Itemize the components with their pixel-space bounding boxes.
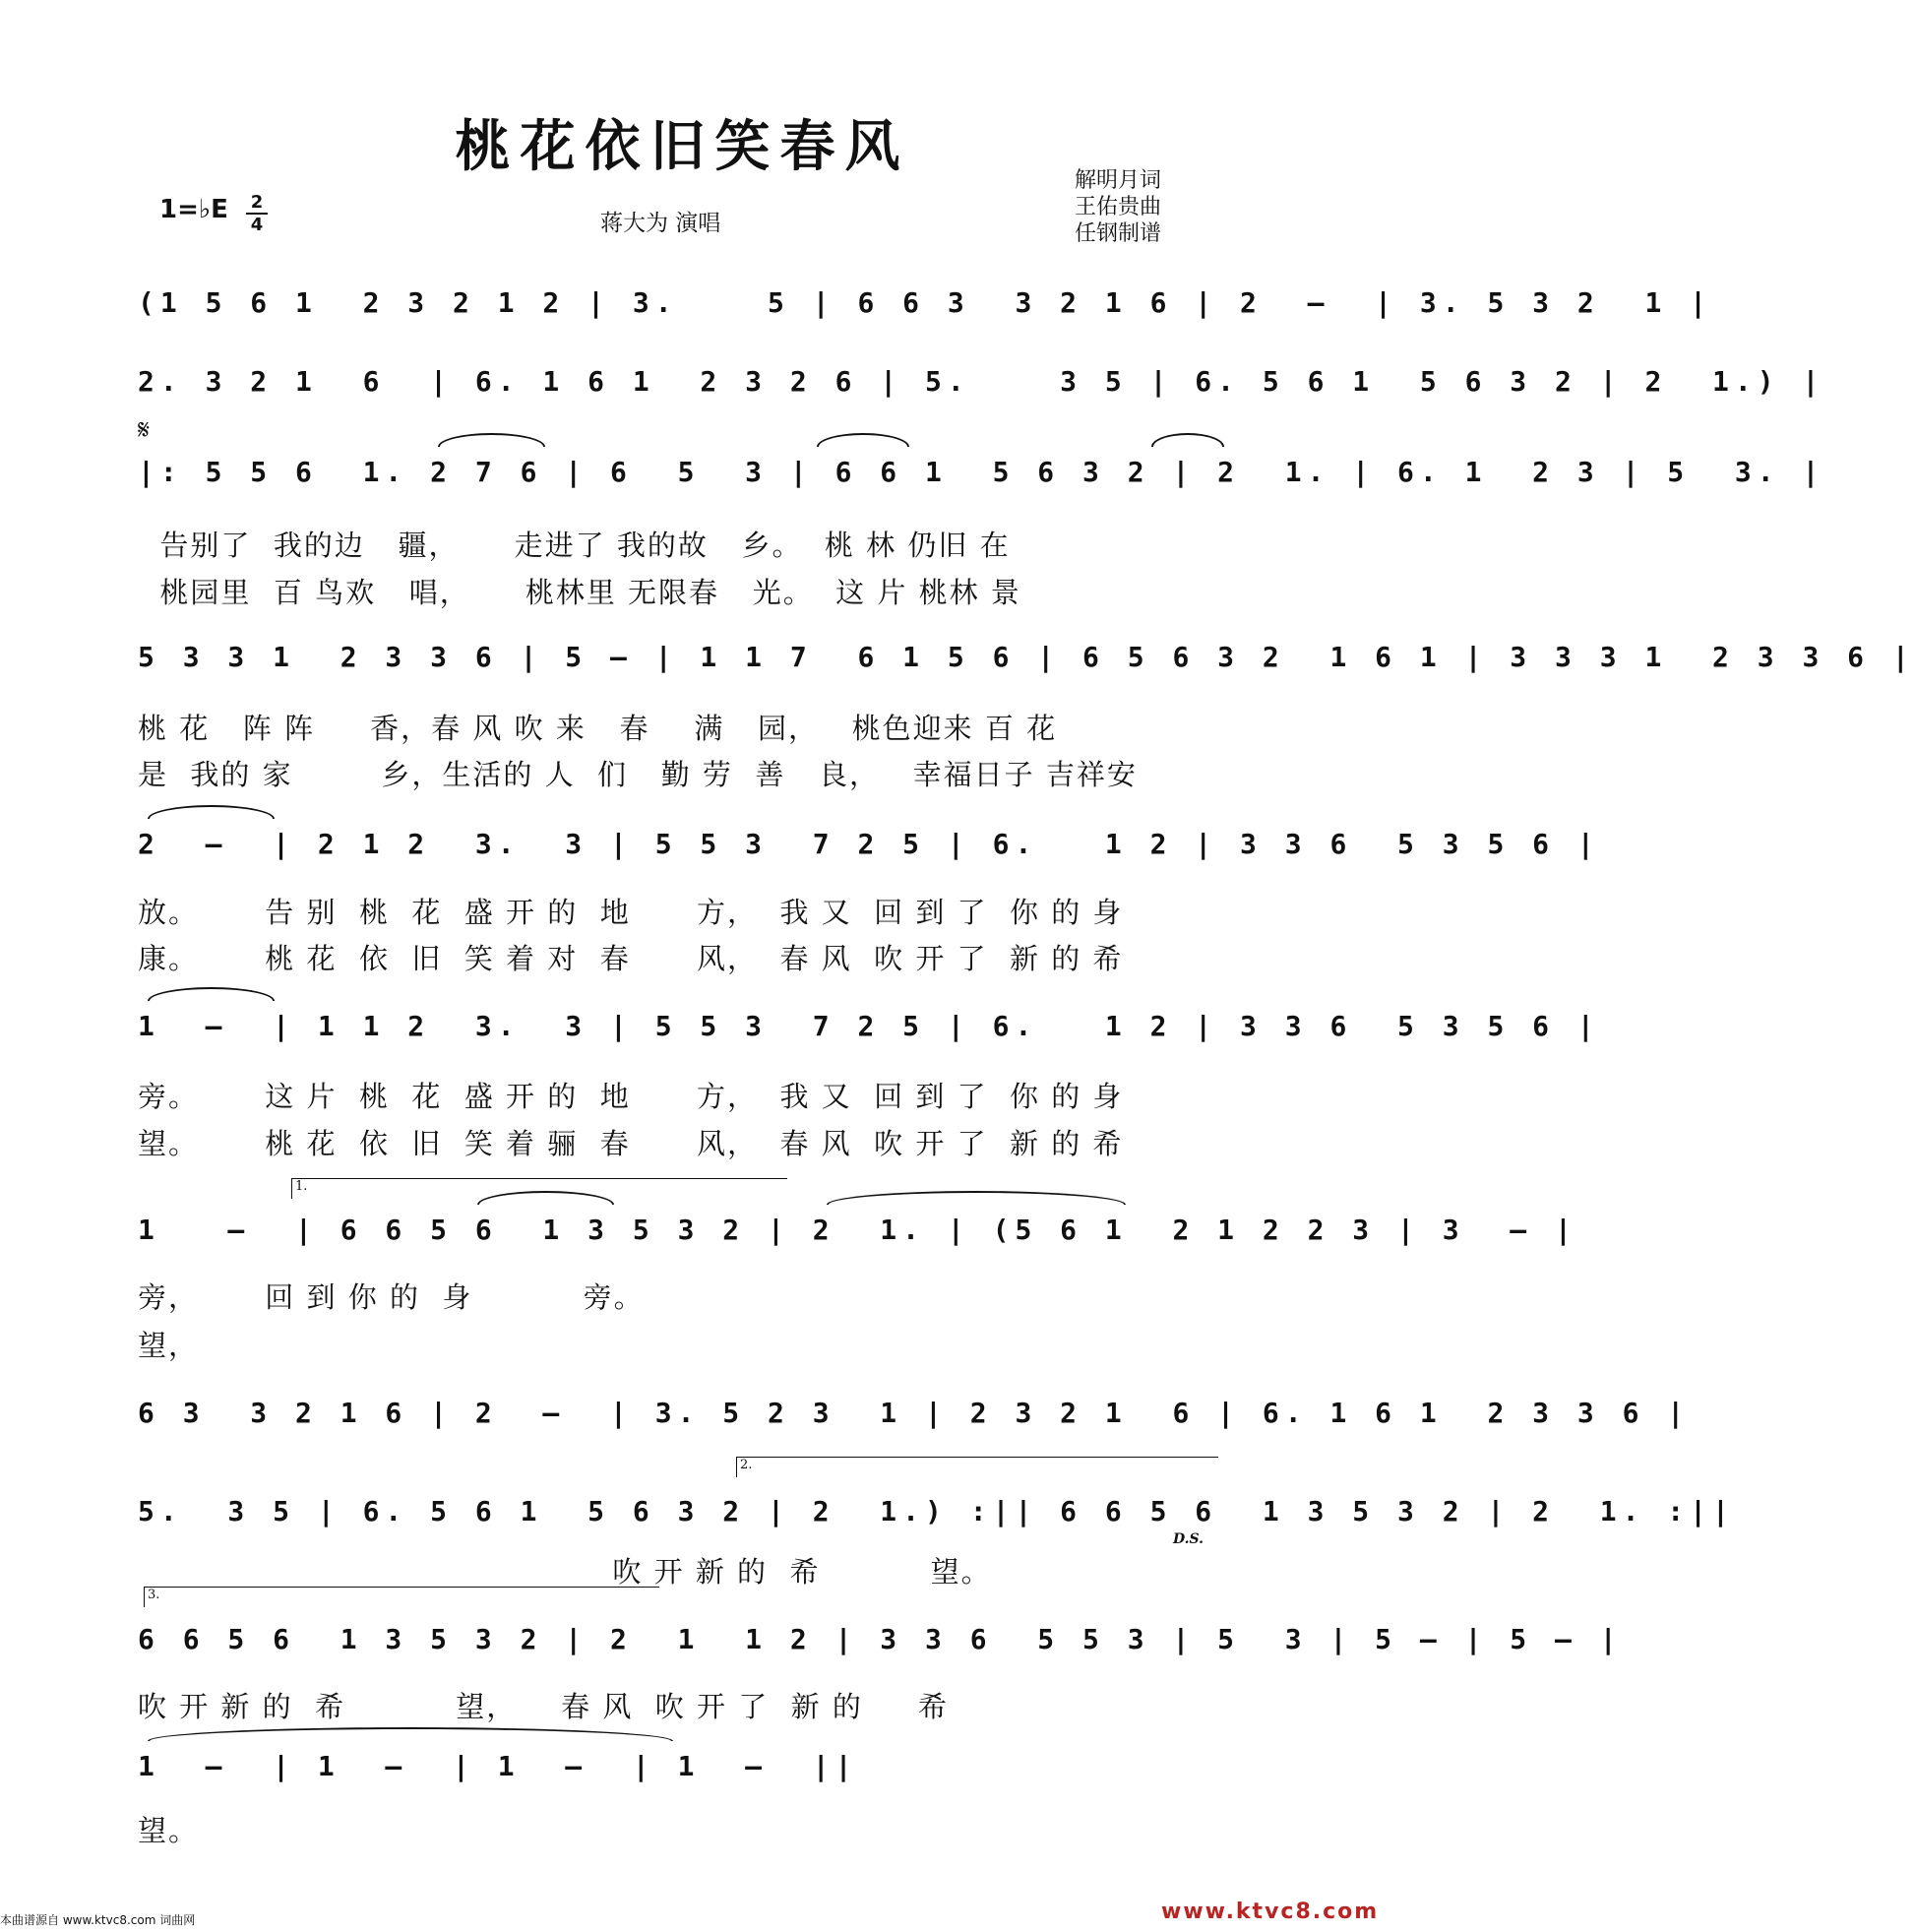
segno-sign: 𝄋 <box>138 413 151 446</box>
staff-row-7 <box>138 1203 1577 1258</box>
key-signature: 1=♭E <box>159 195 228 224</box>
slur-mark <box>1151 433 1224 447</box>
credits <box>1075 167 1161 247</box>
staff-row-8 <box>138 1386 1691 1441</box>
tie-mark <box>148 805 275 819</box>
volta-2: 2. <box>736 1457 1218 1477</box>
dal-segno-mark: D.S. <box>1173 1531 1205 1547</box>
notes: 1 – | 1 1 2 3. 3 | 5 5 3 7 2 5 | 6. 1 2 | 3 3 6 5 3 5 6 | <box>138 1010 1600 1042</box>
volta-1: 1. <box>291 1178 787 1199</box>
lyric-line: 望。 <box>138 1814 200 1847</box>
lyric-line: 吹 开 新 的 希 望。 <box>138 1555 992 1589</box>
notes: (1 5 6 1 2 3 2 1 2 | 3. 5 | 6 6 3 3 2 1 6 | 2 – | 3. 5 3 2 1 | <box>138 286 1713 319</box>
lyric-line: 告别了 我的边 疆， 走进了 我的故 乡。 桃 林 仍旧 在 <box>138 529 1011 562</box>
song-title: 桃花依旧笑春风 <box>455 115 910 179</box>
lyric-line: 吹 开 新 的 希 望， 春 风 吹 开 了 新 的 希 <box>138 1690 949 1723</box>
notes: 1 – | 1 – | 1 – | 1 – || <box>138 1750 858 1782</box>
lyric-line: 康。 桃 花 依 旧 笑 着 对 春 风， 春 风 吹 开 了 新 的 希 <box>138 942 1124 975</box>
staff-row-4 <box>138 630 1915 685</box>
notes: |: 5 5 6 1. 2 7 6 | 6 5 3 | 6 6 1 5 6 3 2 | 2 1. | 6. 1 2 3 | 5 3. | <box>138 456 1825 488</box>
slur-mark <box>817 433 909 447</box>
lyric-line: 望， <box>138 1329 200 1362</box>
composer: 王佑贵曲 <box>1075 195 1162 219</box>
staff-row-11 <box>138 1739 1230 1794</box>
staff-row-5 <box>138 817 1600 872</box>
volta-3: 3. <box>144 1587 659 1607</box>
slur-mark <box>827 1191 1126 1205</box>
transcriber: 任钢制谱 <box>1075 221 1162 246</box>
lyric-line: 旁。 这 片 桃 花 盛 开 的 地 方， 我 又 回 到 了 你 的 身 <box>138 1080 1124 1113</box>
notes: 6 3 3 2 1 6 | 2 – | 3. 5 2 3 1 | 2 3 2 1 6 | 6. 1 6 1 2 3 3 6 | <box>138 1397 1691 1429</box>
meter-top: 2 <box>250 192 264 213</box>
staff-row-3 <box>138 445 1825 500</box>
staff-row-1 <box>138 276 1713 331</box>
notes: 5 3 3 1 2 3 3 6 | 5 – | 1 1 7 6 1 5 6 | 6 5 6 3 2 1 6 1 | 3 3 3 1 2 3 3 6 | <box>138 641 1915 673</box>
lyric-line: 旁， 回 到 你 的 身 旁。 <box>138 1280 645 1314</box>
notes: 1 – | 6 6 5 6 1 3 5 3 2 | 2 1. | (5 6 1 2 1 2 2 3 | 3 – | <box>138 1214 1577 1246</box>
staff-row-2 <box>138 354 1825 409</box>
lyric-line: 桃园里 百 鸟欢 唱， 桃林里 无限春 光。 这 片 桃林 景 <box>138 576 1021 609</box>
slur-mark <box>438 433 545 447</box>
lyric-line: 桃 花 阵 阵 香，春 风 吹 来 春 满 园， 桃色迎来 百 花 <box>138 712 1058 745</box>
lyric-line: 望。 桃 花 依 旧 笑 着 骊 春 风， 春 风 吹 开 了 新 的 希 <box>138 1127 1124 1160</box>
staff-row-9 <box>138 1484 1735 1539</box>
footer-source: 本曲谱源自 www.ktvc8.com 词曲网 <box>0 1913 196 1927</box>
tie-mark <box>148 987 275 1001</box>
notes: 6 6 5 6 1 3 5 3 2 | 2 1 1 2 | 3 3 6 5 5 3 | 5 3 | 5 – | 5 – | <box>138 1623 1623 1655</box>
lyric-line: 放。 告 别 桃 花 盛 开 的 地 方， 我 又 回 到 了 你 的 身 <box>138 896 1124 929</box>
notes: 5. 3 5 | 6. 5 6 1 5 6 3 2 | 2 1.) :|| 6 6 5 6 1 3 5 3 2 | 2 1. :|| <box>138 1495 1735 1527</box>
performer: 蒋大为 演唱 <box>600 211 721 236</box>
staff-row-10 <box>138 1612 1623 1667</box>
lyricist: 解明月词 <box>1075 168 1162 193</box>
time-signature <box>246 193 268 234</box>
footer-site-logo: www.ktvc8.com <box>1161 1900 1380 1924</box>
lyric-line: 是 我的 家 乡，生活的 人 们 勤 劳 善 良， 幸福日子 吉祥安 <box>138 758 1138 791</box>
tie-mark <box>148 1727 673 1741</box>
notes: 2. 3 2 1 6 | 6. 1 6 1 2 3 2 6 | 5. 3 5 | 6. 5 6 1 5 6 3 2 | 2 1.) | <box>138 365 1825 398</box>
notes: 2 – | 2 1 2 3. 3 | 5 5 3 7 2 5 | 6. 1 2 | 3 3 6 5 3 5 6 | <box>138 828 1600 860</box>
meter-bottom: 4 <box>250 215 264 235</box>
staff-row-6 <box>138 999 1600 1054</box>
